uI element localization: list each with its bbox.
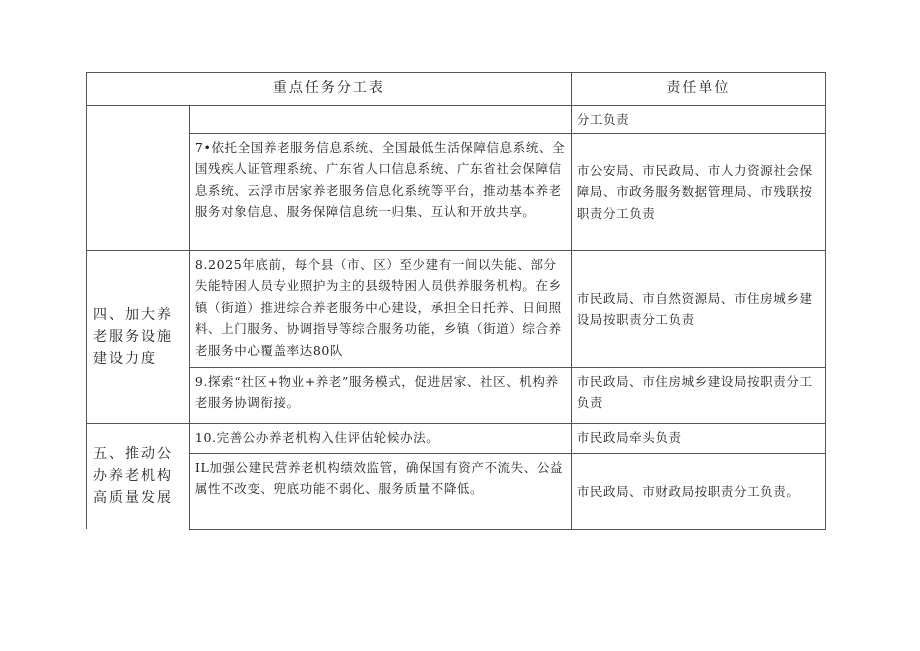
header-unit: 责任单位 [571, 73, 825, 106]
table-header-row [87, 73, 826, 106]
header-task: 重点任务分工表 [87, 73, 572, 106]
unit-cell: 分工负责 [571, 106, 825, 134]
unit-cell: 市民政局、市财政局按职责分工负责。 [571, 453, 825, 529]
table-row [87, 453, 826, 529]
unit-cell: 市民政局牵头负责 [571, 423, 825, 453]
table-row [87, 133, 826, 250]
task-cell: 9.探索“社区+物业+养老”服务模式，促进居家、社区、机构养老服务协调衔接。 [189, 367, 571, 423]
task-cell: 8.2025年底前，每个县（市、区）至少建有一间以失能、部分失能特困人员专业照护为主的县级特困人员供养服务机构。在乡镇（街道）推进综合养老服务中心建设，承担全日托养、日间照料、上门服务、协调指导等综合服务功能，乡镇（街道）综合养老服务中心覆盖率达80队 [189, 250, 571, 367]
table-row [87, 367, 826, 423]
task-cell: IL加强公建民营养老机构绩效监管，确保国有资产不流失、公益属性不改变、兜底功能不弱化、服务质量不降低。 [189, 453, 571, 529]
unit-cell: 市民政局、市住房城乡建设局按职责分工负责 [571, 367, 825, 423]
task-division-table [86, 72, 826, 530]
category-cell: 四、加大养老服务设施建设力度 [87, 250, 190, 423]
table-row [87, 423, 826, 453]
task-cell [189, 106, 571, 134]
task-cell: 10.完善公办养老机构入住评估轮候办法。 [189, 423, 571, 453]
task-cell: 7•依托全国养老服务信息系统、全国最低生活保障信息系统、全国残疾人证管理系统、广东省人口信息系统、广东省社会保障信息系统、云浮市居家养老服务信息化系统等平台，推动基本养老服务对象信息、服务保障信息统一归集、互认和开放共享。 [189, 133, 571, 250]
category-cell: 五、推动公办养老机构高质量发展 [87, 423, 190, 529]
unit-cell: 市公安局、市民政局、市人力资源社会保障局、市政务服务数据管理局、市残联按职责分工负责 [571, 133, 825, 250]
category-cell-continued [87, 106, 190, 251]
table-row [87, 106, 826, 134]
table-row [87, 250, 826, 367]
unit-cell: 市民政局、市自然资源局、市住房城乡建设局按职责分工负责 [571, 250, 825, 367]
